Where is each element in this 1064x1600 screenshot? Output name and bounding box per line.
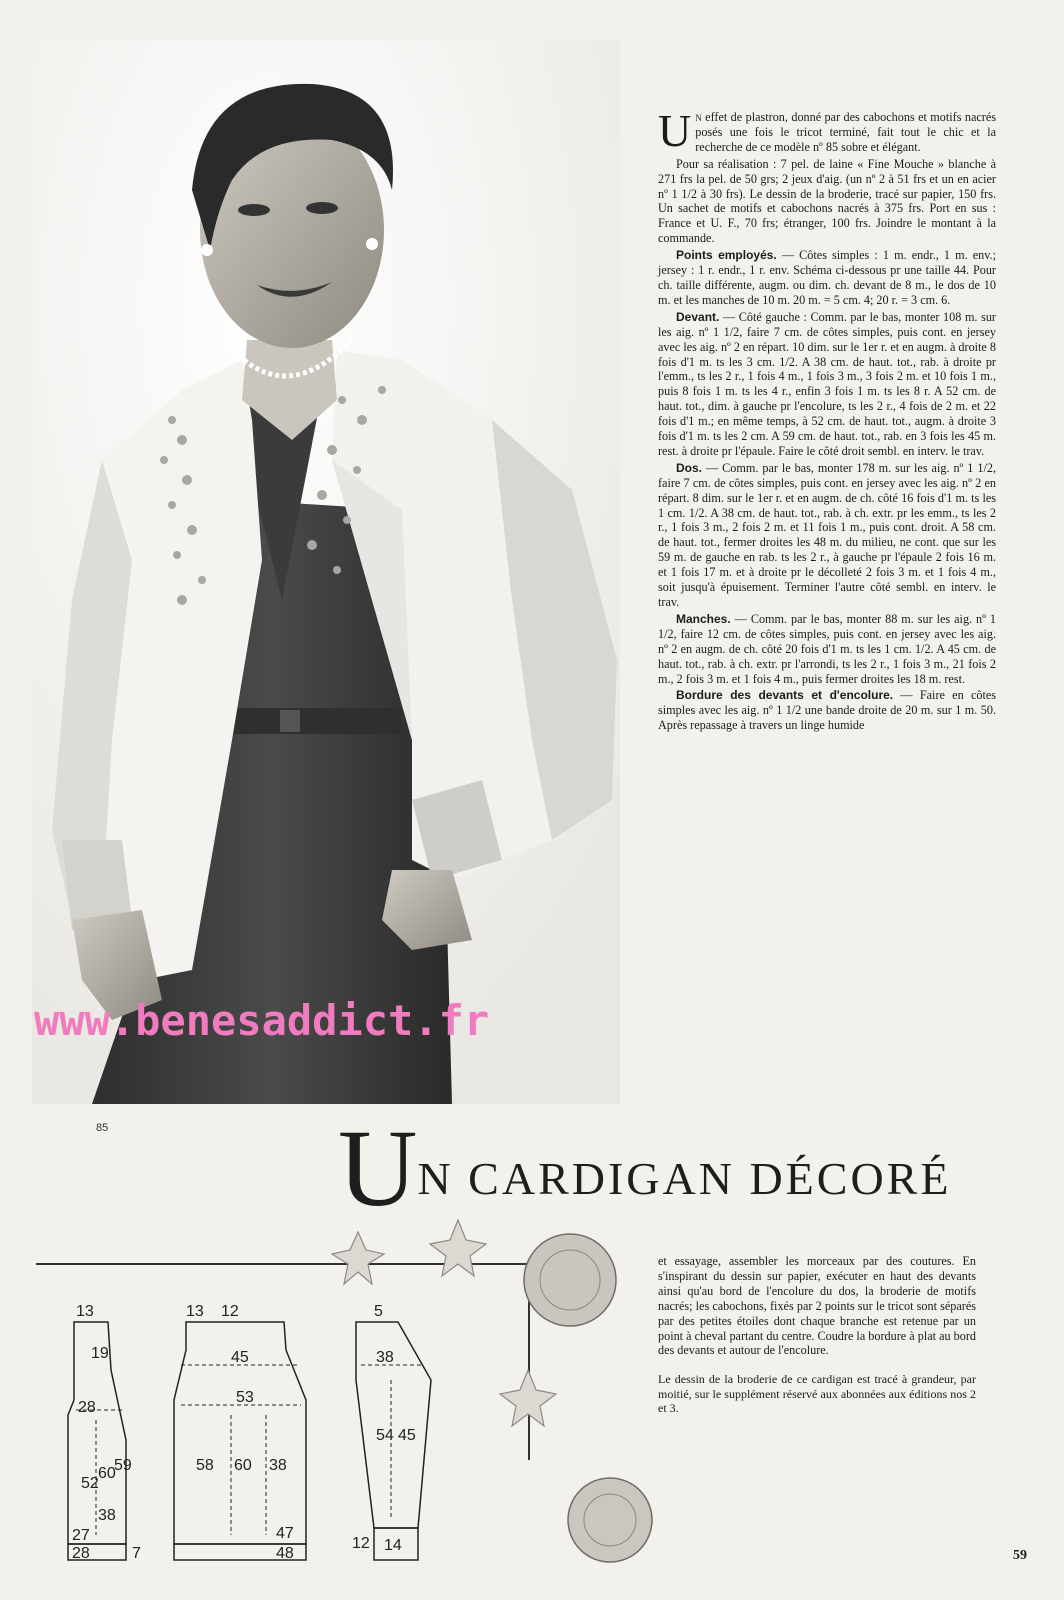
diagram-label: 52 (81, 1475, 99, 1492)
section-heading: Dos. (676, 460, 703, 475)
title-initial: U (338, 1107, 418, 1229)
watermark-text: www.benesaddict.fr (34, 996, 490, 1045)
diagram-label: 58 (196, 1457, 214, 1474)
diagram-label: 48 (276, 1545, 294, 1562)
section-points (658, 248, 996, 308)
intro-paragraph (658, 105, 996, 156)
cabochon-motif (568, 1478, 652, 1562)
cabochon-motif (524, 1234, 616, 1326)
diagram-label: 13 (76, 1303, 94, 1320)
diagram-label: 38 (269, 1457, 287, 1474)
section-text: — Côtes simples : 1 m. endr., 1 m. env.; jersey : 1 r. endr., 1 r. env. Schéma ci-dessous pr une taille 44. Pour ch. taille différente, augm. ou dim. ch. devant de 8 m., le dos de 10 m. et les manches de 10 m. 20 m. = 5 cm. 4; 20 r. = 3 cm. 6. (658, 248, 996, 307)
diagram-label: 59 (114, 1457, 132, 1474)
diagram-label: 38 (98, 1507, 116, 1524)
diagram-label: 28 (78, 1399, 96, 1416)
diagram-label: 12 (352, 1535, 370, 1552)
diagram-label: 60 (234, 1457, 252, 1474)
intro-text: effet de plastron, donné par des cabochons et motifs nacrés posés une fois le tricot terminé, fait tout le chic et la recherche de ce modèle nº 85 sobre et élégant. (695, 110, 996, 154)
section-manches (658, 612, 996, 687)
drop-cap: U (658, 105, 692, 156)
section-text: — Faire en côtes simples avec les aig. nº 1 1/2 une bande droite de 20 m. sur 1 m. 50. Après repassage à travers un linge humide (658, 688, 996, 733)
model-number: 85 (96, 1122, 109, 1134)
pattern-diagram (36, 1303, 456, 1580)
model-photo (32, 40, 620, 1104)
diagram-label: 45 (231, 1349, 249, 1366)
diagram-label: 53 (236, 1389, 254, 1406)
star-motif (430, 1220, 486, 1276)
diagram-label: 54 (376, 1427, 394, 1444)
diagram-label: 7 (132, 1545, 141, 1562)
section-dos (658, 461, 996, 610)
page-number: 59 (1013, 1548, 1027, 1563)
section-text: — Comm. par le bas, monter 178 m. sur les aig. nº 1 1/2, faire 7 cm. de côtes simples, puis cont. en jersey avec les aig. nº 2 en répart. 8 dim. sur le 1er r. et en augm. de ch. côté 16 fois d'1 m. ts les 1 cm. 1/2. A 38 cm. de haut. tot., rab. à ch. extr. pr les emm., ts les 2 r., 1 fois 3 m., 2 fois 2 m. et 11 fois 1 m., puis cont. droit. A 58 cm. de haut. tot., fermer droites les 48 m. du milieu, ne cont. que sur les 59 m. de gauche en rab. ts les 2 r., à gauche pr l'épaule 2 fois 16 m. et 1 fois 17 m. et à droite pr le décolleté 2 fois 3 m. et 1 fois 4 m., soit jusqu'à épuisement. Terminer l'autre côté sembl. en interv. le trav. (658, 460, 996, 609)
title-rest: N CARDIGAN DÉCORÉ (417, 1153, 952, 1204)
section-heading: Manches. (676, 611, 731, 626)
article-title (338, 1107, 1018, 1229)
diagram-label: 13 (186, 1303, 204, 1320)
supplement-note: Le dessin de la broderie de ce cardigan est tracé à grandeur, par moitié, sur le supplément réservé aux abonnées aux éditions nos 2 et 3. (658, 1372, 976, 1416)
star-motif (332, 1232, 384, 1284)
section-bordure (658, 688, 996, 733)
section-devant (658, 310, 996, 459)
section-text: — Comm. par le bas, monter 88 m. sur les aig. nº 1 1/2, faire 12 cm. de côtes simples, puis cont. en jersey avec les aig. nº 2 en augm. de ch. côté 20 fois d'1 m. ts les 1 cm. 1/2. A 45 cm. de haut. tot., rab. à ch. extr. pr l'arrondi, ts les 2 r., 1 fois 3 m., 21 fois 2 m., 2 fois 3 m. et 1 fois 4 m., puis fermer droites les 18 m. rest. (658, 611, 996, 686)
section-heading: Devant. (676, 309, 720, 324)
diagram-label: 60 (98, 1465, 116, 1482)
diagram-label: 28 (72, 1545, 90, 1562)
diagram-label: 45 (398, 1427, 416, 1444)
diagram-label: 19 (91, 1345, 109, 1362)
diagram-label: 5 (374, 1303, 383, 1320)
materials-paragraph: Pour sa réalisation : 7 pel. de laine « Fine Mouche » blanche à 271 frs la pel. de 50 grs; 2 jeux d'aig. (un nº 2 à 51 frs et un en acier nº 1 1/2 à 30 frs). Le dessin de la broderie, tracé sur papier, 150 frs. Un sachet de motifs et cabochons nacrés à 375 frs. Port en sus : France et U. F., 70 frs; étranger, 100 frs. Joindre le montant à la commande. (658, 156, 996, 246)
diagram-label: 47 (276, 1525, 294, 1542)
section-heading: Bordure des devants et d'encolure. (676, 688, 894, 703)
intro-lead: n (695, 110, 702, 124)
diagram-label: 38 (376, 1349, 394, 1366)
diagram-label: 12 (221, 1303, 239, 1320)
star-motif (500, 1370, 556, 1426)
section-text: — Côté gauche : Comm. par le bas, monter 108 m. sur les aig. nº 1 1/2, faire 7 cm. de côtes simples, puis cont. en jersey avec les aig. nº 2 en répart. 10 dim. sur le 1er r. et en augm. à droite 8 fois d'1 m. ts les 3 cm. 1/2. A 38 cm. de haut. tot., rab. à droite pr l'emm., ts les 2 r., 1 fois 4 m., 1 fois 3 m., 3 fois 2 m. et 10 fois 1 m., puis 8 fois 1 m. ts les 4 r., enfin 3 fois 1 m. ts les 8 r. A 52 cm. de haut. tot., dim. à gauche pr l'encolure, ts les 2 r., 4 fois de 2 m. et 22 fois d'1 m.; en même temps, à 52 cm. de haut. tot., augm. à droite 3 fois d'1 m. ts les 2 cm. A 59 cm. de haut. tot., rab. en 3 fois les 45 m. rest. à droite pr l'épaule. Faire le côté droit sembl. en interv. le trav. (658, 309, 996, 458)
continuation-paragraph: et essayage, assembler les morceaux par des coutures. En s'inspirant du dessin sur papier, exécuter en haut des devants ainsi qu'au bord de l'encolure du dos, la broderie de motifs nacrés; les cabochons, fixés par 2 points sur le tricot sont séparés par des petites étoiles dont chaque branche est retenue par un point à cheval partant du centre. Coudre la bordure à plat au bord des devants et autour de l'encolure. (658, 1254, 976, 1358)
diagram-label: 27 (72, 1527, 90, 1544)
diagram-label: 14 (384, 1537, 402, 1554)
instructions-column (658, 105, 996, 735)
continuation-column (658, 1254, 976, 1416)
section-heading: Points employés. (676, 248, 777, 263)
